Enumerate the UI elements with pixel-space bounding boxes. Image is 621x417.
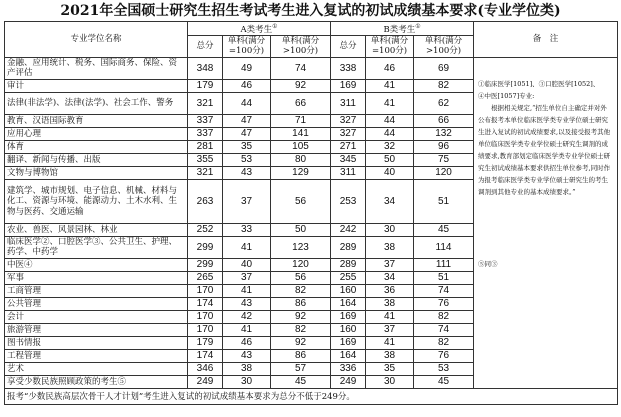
major-name-cell: 中医④ <box>5 258 188 271</box>
score-cell-b-1: 32 <box>366 140 414 153</box>
score-cell-b-1: 35 <box>366 362 414 375</box>
score-cell-a-2: 57 <box>271 362 331 375</box>
score-cell-a-2: 120 <box>271 258 331 271</box>
score-cell-a-2: 92 <box>271 79 331 92</box>
score-cell-b-1: 44 <box>366 127 414 140</box>
score-cell-a-2: 71 <box>271 114 331 127</box>
major-name-cell: 享受少数民族照顾政策的考生⑤ <box>5 375 188 388</box>
major-name-cell: 审计 <box>5 79 188 92</box>
major-name-cell: 艺术 <box>5 362 188 375</box>
score-cell-a-2: 82 <box>271 284 331 297</box>
score-cell-b-1: 44 <box>366 114 414 127</box>
major-name-cell: 农业、兽医、风景园林、林业 <box>5 223 188 236</box>
score-cell-a-0: 249 <box>188 375 223 388</box>
score-cell-b-1: 36 <box>366 284 414 297</box>
note-line1: ①临床医学[1051]、③口腔医学[1052]、 <box>478 79 600 88</box>
score-cell-a-2: 74 <box>271 57 331 79</box>
score-cell-a-0: 179 <box>188 336 223 349</box>
score-cell-a-1: 43 <box>223 166 271 179</box>
score-cell-b-0: 249 <box>331 375 366 388</box>
major-name-cell: 临床医学②、口腔医学③、公共卫生、护理、药学、中药学 <box>5 236 188 258</box>
score-cell-a-2: 129 <box>271 166 331 179</box>
score-cell-b-2: 114 <box>414 236 474 258</box>
score-cell-a-2: 45 <box>271 375 331 388</box>
score-cell-b-2: 45 <box>414 223 474 236</box>
score-cell-b-0: 289 <box>331 236 366 258</box>
score-cell-b-0: 255 <box>331 271 366 284</box>
b-single-gt100-header: 单科(满分>100分) <box>414 35 474 57</box>
score-cell-a-0: 170 <box>188 310 223 323</box>
major-name-cell: 军事 <box>5 271 188 284</box>
page-title: 2021年全国硕士研究生招生考试考生进入复试的初试成绩基本要求(专业学位类) <box>60 3 561 19</box>
score-cell-b-0: 338 <box>331 57 366 79</box>
score-cell-b-2: 74 <box>414 323 474 336</box>
score-cell-a-2: 92 <box>271 310 331 323</box>
score-cell-b-0: 327 <box>331 114 366 127</box>
score-cell-b-1: 41 <box>366 310 414 323</box>
score-cell-b-1: 41 <box>366 79 414 92</box>
score-cell-b-0: 169 <box>331 310 366 323</box>
score-cell-a-2: 92 <box>271 336 331 349</box>
score-cell-b-0: 253 <box>331 179 366 223</box>
score-cell-b-0: 345 <box>331 153 366 166</box>
score-cell-b-1: 34 <box>366 271 414 284</box>
score-cell-b-0: 271 <box>331 140 366 153</box>
major-name-cell: 会计 <box>5 310 188 323</box>
score-cell-a-0: 263 <box>188 179 223 223</box>
note-line3: ⑤同③ <box>478 259 498 268</box>
score-cell-a-0: 179 <box>188 79 223 92</box>
score-cell-a-1: 40 <box>223 258 271 271</box>
a-single-gt100-header: 单科(满分>100分) <box>271 35 331 57</box>
score-cell-a-0: 348 <box>188 57 223 79</box>
score-cell-b-1: 41 <box>366 336 414 349</box>
score-cell-b-2: 66 <box>414 114 474 127</box>
score-cell-a-2: 56 <box>271 271 331 284</box>
score-cell-b-2: 53 <box>414 362 474 375</box>
major-name-cell: 旅游管理 <box>5 323 188 336</box>
score-cell-b-1: 30 <box>366 223 414 236</box>
score-cell-a-2: 50 <box>271 223 331 236</box>
score-cell-a-1: 49 <box>223 57 271 79</box>
major-name-cell: 体育 <box>5 140 188 153</box>
score-cell-a-1: 41 <box>223 323 271 336</box>
score-cell-a-0: 355 <box>188 153 223 166</box>
score-cell-a-2: 105 <box>271 140 331 153</box>
score-cell-a-1: 47 <box>223 114 271 127</box>
score-cell-b-1: 37 <box>366 323 414 336</box>
score-cell-a-1: 42 <box>223 310 271 323</box>
score-cell-a-0: 265 <box>188 271 223 284</box>
score-cell-a-0: 321 <box>188 92 223 114</box>
score-cell-a-1: 30 <box>223 375 271 388</box>
score-cell-a-1: 43 <box>223 349 271 362</box>
score-cell-a-0: 252 <box>188 223 223 236</box>
score-cell-b-1: 46 <box>366 57 414 79</box>
score-cell-a-0: 174 <box>188 349 223 362</box>
score-cell-a-1: 41 <box>223 284 271 297</box>
score-cell-b-1: 30 <box>366 375 414 388</box>
score-cell-b-2: 69 <box>414 57 474 79</box>
score-cell-a-0: 346 <box>188 362 223 375</box>
a-total-header: 总分 <box>188 35 223 57</box>
a-single100-header: 单科(满分=100分) <box>223 35 271 57</box>
score-cell-a-0: 281 <box>188 140 223 153</box>
major-name-cell: 金融、应用统计、税务、国际商务、保险、资产评估 <box>5 57 188 79</box>
score-cell-a-2: 82 <box>271 323 331 336</box>
score-cell-b-2: 76 <box>414 349 474 362</box>
score-cell-a-1: 53 <box>223 153 271 166</box>
major-name-cell: 工商管理 <box>5 284 188 297</box>
score-cell-b-2: 51 <box>414 179 474 223</box>
score-cell-a-0: 299 <box>188 236 223 258</box>
score-cell-b-0: 289 <box>331 258 366 271</box>
score-cell-a-0: 170 <box>188 284 223 297</box>
score-cell-a-1: 37 <box>223 271 271 284</box>
score-cell-b-1: 50 <box>366 153 414 166</box>
b-total-header: 总分 <box>331 35 366 57</box>
score-cell-b-0: 169 <box>331 336 366 349</box>
note-line2: ④中医[1057]专业: <box>478 91 535 100</box>
score-cell-a-2: 56 <box>271 179 331 223</box>
score-cell-b-1: 40 <box>366 166 414 179</box>
score-cell-a-0: 174 <box>188 297 223 310</box>
score-cell-b-2: 82 <box>414 310 474 323</box>
score-cell-a-0: 321 <box>188 166 223 179</box>
score-cell-b-0: 336 <box>331 362 366 375</box>
major-name-cell: 文物与博物馆 <box>5 166 188 179</box>
score-cell-b-2: 96 <box>414 140 474 153</box>
score-cell-b-0: 160 <box>331 284 366 297</box>
score-cell-a-1: 46 <box>223 79 271 92</box>
score-cell-a-1: 46 <box>223 336 271 349</box>
score-cell-a-1: 33 <box>223 223 271 236</box>
score-cell-b-2: 111 <box>414 258 474 271</box>
score-cell-b-1: 37 <box>366 258 414 271</box>
score-cell-b-2: 120 <box>414 166 474 179</box>
score-cell-a-0: 299 <box>188 258 223 271</box>
major-name-cell: 建筑学、城市规划、电子信息、机械、材料与化工、资源与环境、能源动力、土木水利、生物与医药、交通运输 <box>5 179 188 223</box>
score-cell-b-0: 311 <box>331 166 366 179</box>
score-cell-b-1: 38 <box>366 236 414 258</box>
major-name-cell: 翻译、新闻与传播、出版 <box>5 153 188 166</box>
score-cell-b-1: 38 <box>366 349 414 362</box>
score-cell-b-2: 75 <box>414 153 474 166</box>
score-cell-b-2: 45 <box>414 375 474 388</box>
major-name-cell: 法律(非法学)、法律(法学)、社会工作、警务 <box>5 92 188 114</box>
major-name-cell: 应用心理 <box>5 127 188 140</box>
score-cell-a-1: 35 <box>223 140 271 153</box>
score-cell-a-1: 37 <box>223 179 271 223</box>
score-cell-b-2: 51 <box>414 271 474 284</box>
notes-column-header: 备 注 <box>474 22 618 58</box>
table-row <box>5 57 618 79</box>
score-cell-b-0: 164 <box>331 297 366 310</box>
b-single100-header: 单科(满分=100分) <box>366 35 414 57</box>
score-cell-b-1: 34 <box>366 179 414 223</box>
note-para: 根据相关规定,“招生单位自主确定并对外公布报考本单位临床医学类专业学位硕士研究生进入复试的初试成绩要求,以及接受报考其他单位临床医学类专业学位硕士研究生调剂的成绩要求,教育部划定临床医学类专业学位硕士研究生初试成绩基本要求供招生单位参考,同时作为报考临床医学类专业学位硕士研究生的考生调剂到其他专业的基本成绩要求。” <box>478 103 611 196</box>
score-cell-b-2: 82 <box>414 336 474 349</box>
score-cell-a-2: 141 <box>271 127 331 140</box>
score-cell-b-0: 242 <box>331 223 366 236</box>
score-cell-a-2: 86 <box>271 297 331 310</box>
score-cell-a-0: 337 <box>188 114 223 127</box>
score-cell-a-2: 66 <box>271 92 331 114</box>
score-cell-a-1: 43 <box>223 297 271 310</box>
notes-cell <box>474 57 618 388</box>
score-cell-b-2: 82 <box>414 79 474 92</box>
score-cell-b-2: 74 <box>414 284 474 297</box>
score-cell-a-2: 123 <box>271 236 331 258</box>
score-cell-a-2: 80 <box>271 153 331 166</box>
footer-note: 报考“少数民族高层次骨干人才计划”考生进入复试的初试成绩基本要求为总分不低于249分。 <box>5 388 618 404</box>
score-cell-b-0: 160 <box>331 323 366 336</box>
score-cell-b-0: 164 <box>331 349 366 362</box>
major-name-cell: 公共管理 <box>5 297 188 310</box>
score-cell-b-2: 76 <box>414 297 474 310</box>
score-table <box>4 21 618 405</box>
major-name-cell: 工程管理 <box>5 349 188 362</box>
score-cell-b-0: 311 <box>331 92 366 114</box>
major-column-header: 专业学位名称 <box>5 22 188 58</box>
score-cell-a-0: 337 <box>188 127 223 140</box>
score-cell-a-2: 86 <box>271 349 331 362</box>
score-cell-b-1: 41 <box>366 92 414 114</box>
major-name-cell: 图书情报 <box>5 336 188 349</box>
score-cell-a-1: 44 <box>223 92 271 114</box>
group-b-header: B类考生① <box>331 22 474 36</box>
score-cell-a-1: 38 <box>223 362 271 375</box>
score-cell-b-2: 132 <box>414 127 474 140</box>
score-cell-b-0: 327 <box>331 127 366 140</box>
score-cell-b-2: 62 <box>414 92 474 114</box>
score-cell-a-1: 47 <box>223 127 271 140</box>
score-cell-a-0: 170 <box>188 323 223 336</box>
score-cell-b-0: 169 <box>331 79 366 92</box>
group-a-header: A类考生① <box>188 22 331 36</box>
score-cell-a-1: 41 <box>223 236 271 258</box>
major-name-cell: 教育、汉语国际教育 <box>5 114 188 127</box>
score-cell-b-1: 38 <box>366 297 414 310</box>
